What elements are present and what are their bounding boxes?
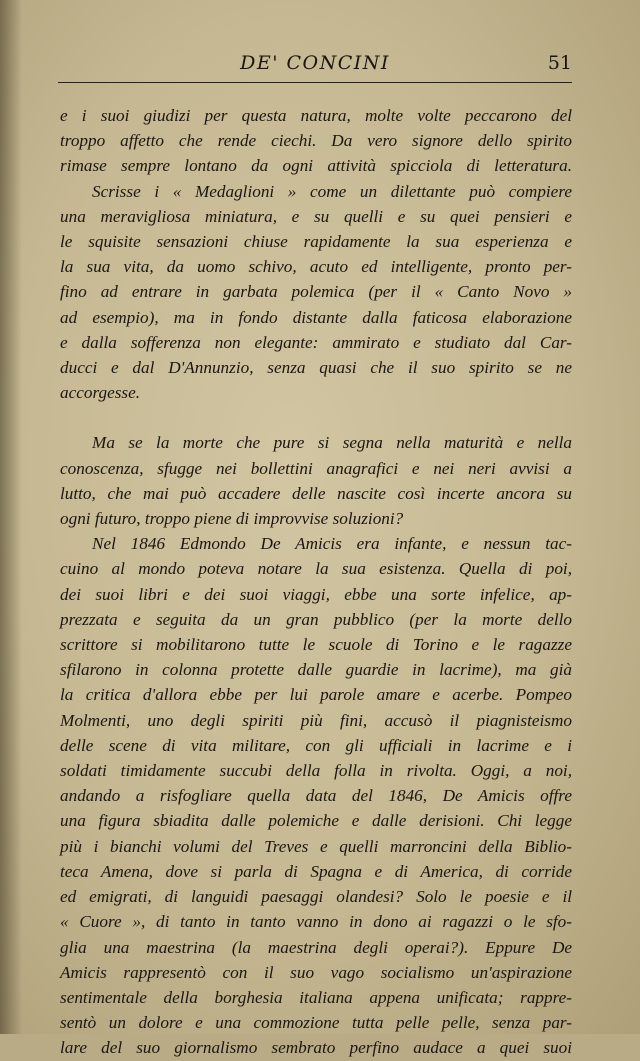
text-line: le squisite sensazioni chiuse rapidamente la sua esperienza e	[60, 232, 572, 252]
text-line: delle scene di vita militare, con gli ufficiali in lacrime e i	[60, 735, 572, 755]
text-line: conoscenza, sfugge nei bollettini anagrafici e nei neri avvisi a	[60, 458, 572, 478]
text-line: la critica d'allora ebbe per lui parole amare e acerbe. Pompeo	[60, 685, 572, 705]
page-number: 51	[547, 52, 572, 74]
text-line: soldati timidamente succubi della folla in rivolta. Oggi, a noi,	[60, 761, 572, 781]
running-title: DE' CONCINI	[240, 52, 390, 74]
text-line: troppo affetto che rende ciechi. Da vero signore dello spirito	[60, 131, 572, 151]
spine-shadow	[0, 0, 22, 1034]
text-line: una figura sbiadita dalle polemiche e dalle derisioni. Chi legge	[60, 811, 572, 831]
text-line: sfilarono in colonna protette dalle guardie in lacrime), ma già	[60, 660, 572, 680]
text-line: ad esempio), ma in fondo distante dalla faticosa elaborazione	[60, 307, 572, 327]
text-line: Ma se la morte che pure si segna nella maturità e nella	[92, 433, 572, 453]
text-line: e i suoi giudizi per questa natura, molte volte peccarono del	[60, 106, 572, 125]
body-text	[60, 103, 572, 1061]
text-line: lare del suo giornalismo sembrato perfino audace a quei suoi	[60, 1038, 572, 1058]
text-line: una meravigliosa miniatura, e su quelli e su quei pensieri e	[60, 206, 572, 226]
text-line: prezzata e seguita da un gran pubblico (per la morte dello	[60, 609, 572, 629]
text-line: Molmenti, uno degli spiriti più fini, accusò il piagnisteismo	[60, 710, 572, 730]
text-line: cuino al mondo poteva notare la sua esistenza. Quella di poi,	[60, 559, 572, 579]
text-line: lutto, che mai può accadere delle nascite così incerte ancora su	[60, 483, 572, 503]
text-line: Amicis rappresentò con il suo vago socialismo un'aspirazione	[60, 962, 572, 982]
text-line: glia una maestrina (la maestrina degli operai?). Eppure De	[60, 937, 572, 957]
text-line: fino ad entrare in garbata polemica (per il « Canto Novo »	[60, 282, 572, 302]
text-line: e dalla sofferenza non elegante: ammirato e studiato dal Car-	[60, 332, 572, 352]
header-rule	[58, 82, 572, 83]
text-line: ed emigrati, di languidi paesaggi olandesi? Solo le poesie e il	[60, 887, 572, 907]
text-line: sentimentale della borghesia italiana appena unificata; rappre-	[60, 987, 572, 1007]
text-line: la sua vita, da uomo schivo, acuto ed intelligente, pronto per-	[60, 257, 572, 277]
text-line: accorgesse.	[60, 383, 141, 403]
text-line: Scrisse i « Medaglioni » come un dilettante può compiere	[92, 181, 572, 201]
text-line: scrittore si mobilitarono tutte le scuole di Torino e le ragazze	[60, 635, 572, 655]
text-line: ducci e dal D'Annunzio, senza quasi che il suo spirito se ne	[60, 358, 572, 378]
paragraph-3	[60, 430, 572, 531]
text-line: Nel 1846 Edmondo De Amicis era infante, e nessun tac-	[92, 534, 572, 554]
text-line: dei suoi libri e dei suoi viaggi, ebbe una sorte infelice, ap-	[60, 584, 572, 604]
text-line: andando a risfogliare quella data del 1846, De Amicis offre	[60, 786, 572, 806]
text-line: « Cuore », di tanto in tanto vanno in dono ai ragazzi o le sfo-	[60, 912, 572, 932]
section-gap	[60, 405, 572, 430]
text-line: ogni futuro, troppo piene di improvvise soluzioni?	[60, 509, 404, 529]
text-line: teca Amena, dove si parla di Spagna e di America, di corride	[60, 861, 572, 881]
running-header	[58, 46, 572, 82]
paragraph-1	[60, 103, 572, 179]
paragraph-4	[60, 531, 572, 1060]
paragraph-2	[60, 179, 572, 406]
text-line: rimase sempre lontano da ogni attività spicciola di letteratura.	[60, 156, 572, 176]
text-line: più i bianchi volumi del Treves e quelli marroncini della Biblio-	[60, 836, 572, 856]
text-line: sentò un dolore e una commozione tutta pelle pelle, senza par-	[60, 1013, 572, 1033]
